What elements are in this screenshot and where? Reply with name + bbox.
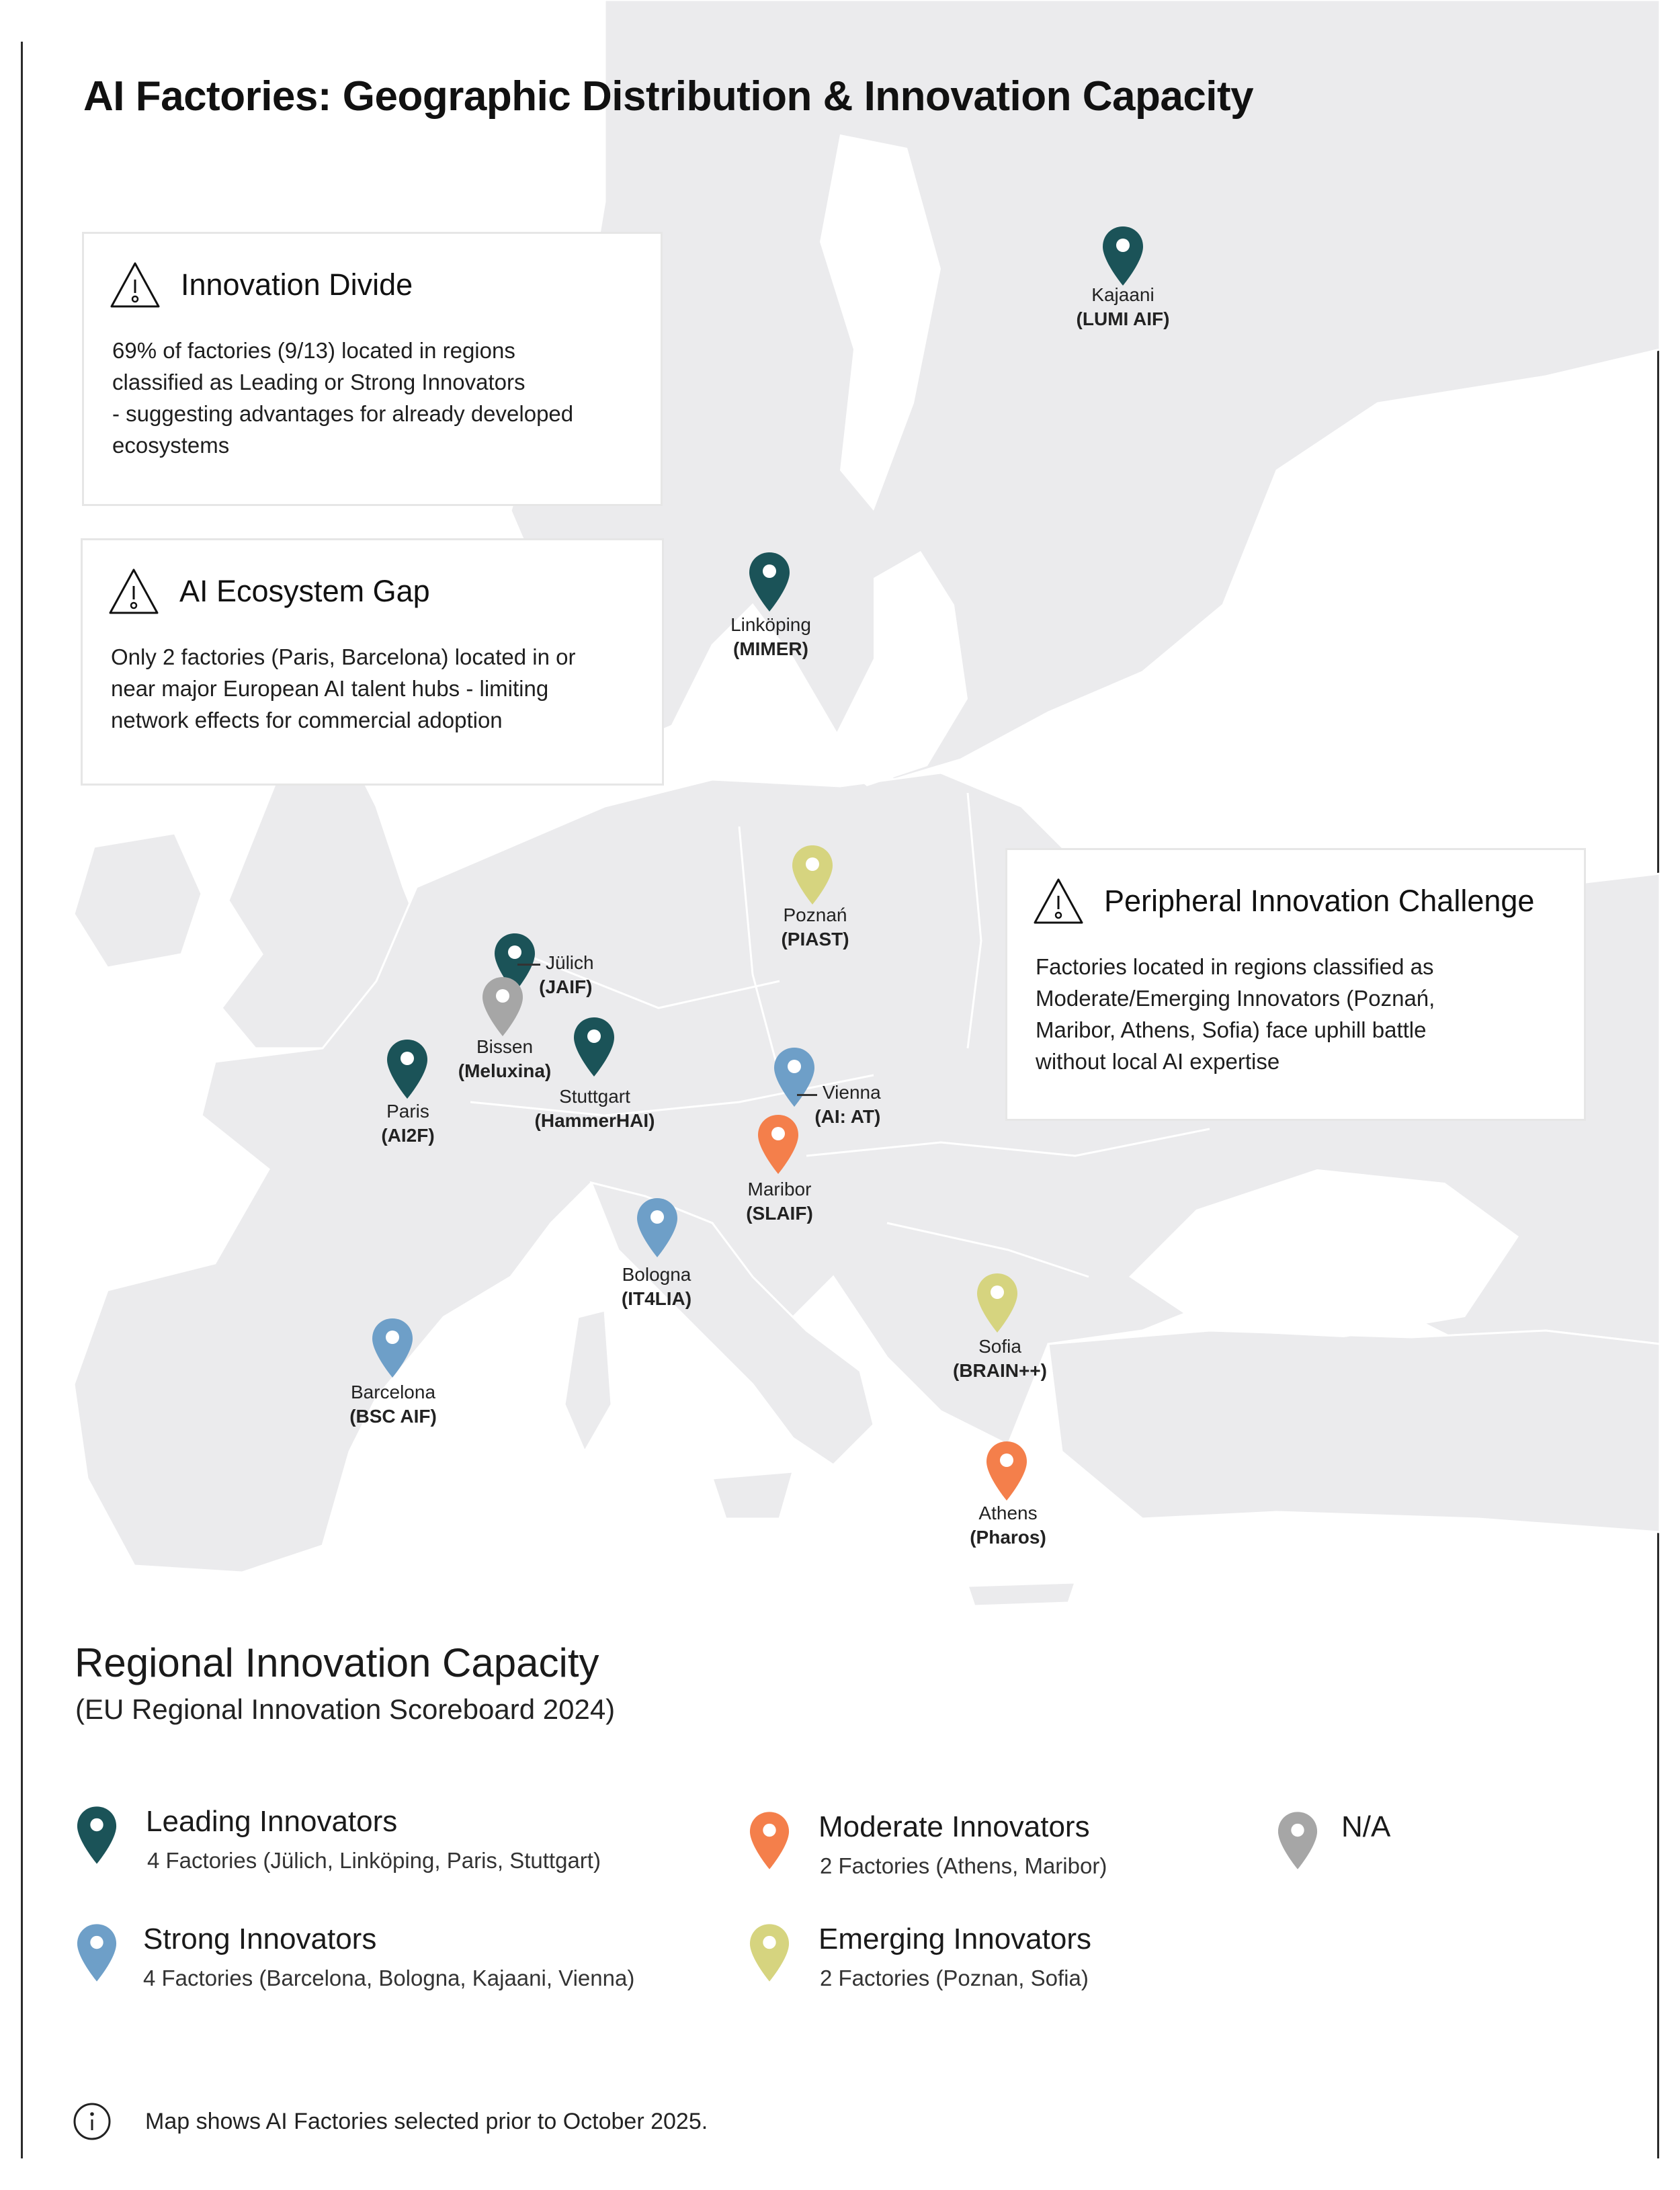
card-text-line: classified as Leading or Strong Innovators xyxy=(112,370,526,394)
factory-code: (IT4LIA) xyxy=(621,1288,692,1309)
legend-detail: 2 Factories (Athens, Maribor) xyxy=(820,1853,1107,1878)
legend-name: Emerging Innovators xyxy=(818,1923,1091,1955)
city-name: Stuttgart xyxy=(559,1086,630,1107)
factory-code: (JAIF) xyxy=(539,976,593,997)
legend-detail: 4 Factories (Jülich, Linköping, Paris, Stuttgart) xyxy=(147,1848,601,1873)
legend-pin-icon xyxy=(749,1810,790,1871)
map-crete xyxy=(968,1583,1075,1606)
card-peripheral-challenge xyxy=(1005,848,1586,1121)
card-text-line: Maribor, Athens, Sofia) face uphill battle xyxy=(1036,1017,1427,1042)
warning-triangle-icon xyxy=(108,567,159,616)
legend-pin-icon xyxy=(76,1923,118,1983)
card-innovation-divide xyxy=(82,232,663,506)
legend-detail: 2 Factories (Poznan, Sofia) xyxy=(820,1966,1089,1990)
factory-code: (Pharos) xyxy=(970,1527,1046,1548)
factory-code: (MIMER) xyxy=(733,638,808,659)
city-name: Paris xyxy=(386,1101,429,1122)
map-pin-sofia[interactable] xyxy=(976,1272,1019,1334)
city-name: Bissen xyxy=(476,1036,534,1057)
legend-item-na xyxy=(1277,1810,1478,1884)
warning-triangle-icon xyxy=(110,261,161,309)
city-name: Athens xyxy=(978,1503,1038,1523)
factory-code: (LUMI AIF) xyxy=(1076,308,1170,329)
city-name: Linköping xyxy=(730,614,811,635)
map-label-athens xyxy=(970,1501,1046,1550)
legend-pin-icon xyxy=(749,1923,790,1983)
legend-name: Moderate Innovators xyxy=(818,1810,1090,1843)
map-label-linkoping xyxy=(730,613,811,661)
city-name: Jülich xyxy=(546,952,594,973)
legend-item-leading xyxy=(76,1805,681,1879)
factory-code: (SLAIF) xyxy=(746,1203,813,1224)
map-label-barcelona xyxy=(349,1380,437,1429)
map-label-maribor xyxy=(746,1177,813,1226)
map-label-bissen xyxy=(458,1035,551,1083)
map-label-stuttgart xyxy=(535,1085,655,1133)
footnote-text: Map shows AI Factories selected prior to October 2025. xyxy=(145,2108,708,2134)
map-pin-bissen[interactable] xyxy=(481,976,524,1038)
leader-line-vienna xyxy=(797,1094,817,1096)
leader-line-julich xyxy=(517,964,540,966)
map-pin-bologna[interactable] xyxy=(636,1197,679,1259)
card-ecosystem-gap xyxy=(81,538,664,786)
factory-code: (HammerHAI) xyxy=(534,1110,655,1131)
card-text-line: 69% of factories (9/13) located in regions xyxy=(112,338,515,363)
map-pin-kajaani[interactable] xyxy=(1101,225,1144,287)
factory-code: (AI2F) xyxy=(381,1125,435,1146)
map-pin-linkoping[interactable] xyxy=(748,551,791,613)
legend-name: Strong Innovators xyxy=(143,1923,377,1955)
map-label-sofia xyxy=(953,1335,1047,1383)
factory-code: (Meluxina) xyxy=(458,1060,552,1081)
card-text-line: Only 2 factories (Paris, Barcelona) located in or xyxy=(111,644,576,669)
map-label-kajaani xyxy=(1077,283,1170,331)
factory-code: (BSC AIF) xyxy=(349,1406,437,1427)
card-title: Innovation Divide xyxy=(181,267,413,302)
city-name: Barcelona xyxy=(350,1382,436,1402)
card-text-line: - suggesting advantages for already developed xyxy=(112,401,574,426)
card-title: Peripheral Innovation Challenge xyxy=(1104,884,1535,918)
map-label-julich xyxy=(539,951,594,999)
map-pin-poznan[interactable] xyxy=(791,844,834,906)
map-pin-paris[interactable] xyxy=(386,1038,429,1100)
map-pin-maribor[interactable] xyxy=(757,1113,800,1175)
legend-pin-icon xyxy=(76,1805,118,1865)
card-body xyxy=(112,335,634,461)
city-name: Vienna xyxy=(823,1082,881,1103)
map-anatolia xyxy=(1048,1331,1660,1532)
factory-code: (PIAST) xyxy=(781,929,849,950)
map-label-poznan xyxy=(781,903,849,952)
footnote xyxy=(73,2102,708,2141)
card-text-line: Moderate/Emerging Innovators (Poznań, xyxy=(1036,986,1435,1011)
legend-title: Regional Innovation Capacity xyxy=(75,1640,599,1685)
page-title: AI Factories: Geographic Distribution & Innovation Capacity xyxy=(83,73,1254,120)
map-sardinia-corsica xyxy=(564,1310,612,1451)
map-pin-stuttgart[interactable] xyxy=(573,1016,616,1078)
legend-item-emerging xyxy=(749,1923,1219,1996)
factory-code: (BRAIN++) xyxy=(952,1360,1048,1381)
map-label-bologna xyxy=(622,1263,691,1311)
legend-subtitle: (EU Regional Innovation Scoreboard 2024) xyxy=(75,1693,616,1725)
city-name: Bologna xyxy=(622,1264,691,1285)
map-label-vienna xyxy=(814,1081,881,1129)
map-pin-vienna[interactable] xyxy=(773,1046,816,1108)
card-text-line: network effects for commercial adoption xyxy=(111,708,503,732)
legend-pin-icon xyxy=(1277,1810,1318,1871)
legend-name: Leading Innovators xyxy=(146,1805,398,1838)
legend-item-moderate xyxy=(749,1810,1219,1884)
legend-name: N/A xyxy=(1341,1810,1391,1843)
city-name: Maribor xyxy=(747,1179,812,1199)
map-pin-barcelona[interactable] xyxy=(371,1317,414,1379)
warning-triangle-icon xyxy=(1033,877,1084,925)
card-text-line: without local AI expertise xyxy=(1036,1049,1280,1074)
card-body xyxy=(1036,951,1557,1077)
city-name: Poznań xyxy=(783,904,847,925)
card-text-line: Factories located in regions classified as xyxy=(1036,954,1434,979)
info-circle-icon xyxy=(73,2102,112,2141)
city-name: Sofia xyxy=(978,1336,1021,1357)
legend-detail: 4 Factories (Barcelona, Bologna, Kajaani, Vienna) xyxy=(143,1966,635,1990)
card-text-line: ecosystems xyxy=(112,433,230,458)
factory-code: (AI: AT) xyxy=(814,1106,881,1127)
map-ireland xyxy=(74,833,202,968)
map-pin-athens[interactable] xyxy=(985,1440,1028,1502)
card-title: AI Ecosystem Gap xyxy=(179,574,430,608)
city-name: Kajaani xyxy=(1091,284,1154,305)
legend-item-strong xyxy=(76,1923,681,1996)
map-label-paris xyxy=(381,1099,434,1148)
card-text-line: near major European AI talent hubs - limiting xyxy=(111,676,549,701)
card-body xyxy=(111,641,635,736)
map-sicily xyxy=(712,1472,793,1519)
